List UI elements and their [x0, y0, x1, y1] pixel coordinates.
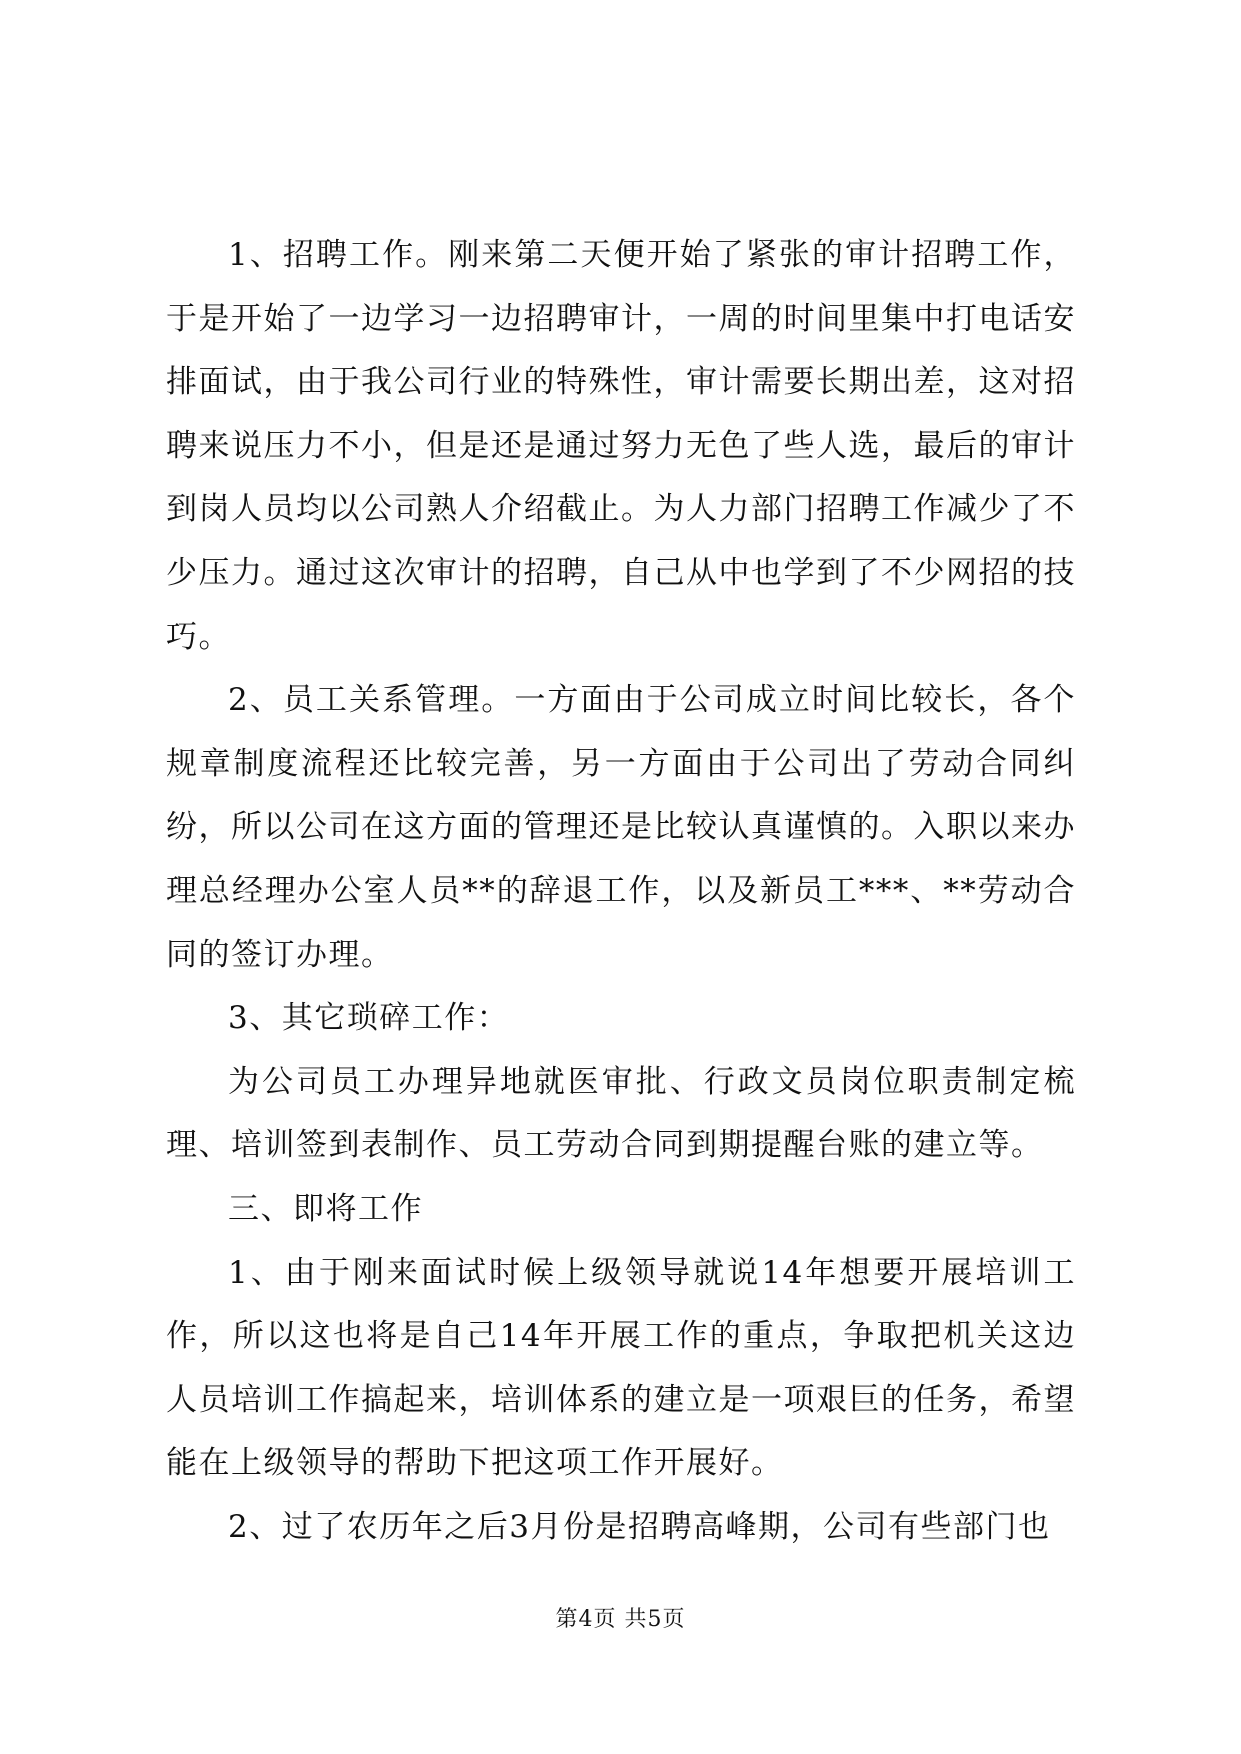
section-heading-upcoming-work: 三、即将工作 — [228, 1190, 423, 1227]
document-body — [166, 224, 1076, 1559]
paragraph-employee-relations: 2、员工关系管理。一方面由于公司成立时间比较长，各个规章制度流程还比较完善，另一方面由于公司出了劳动合同纠纷，所以公司在这方面的管理还是比较认真谨慎的。入职以来办理总经理办公室人员**的辞退工作，以及新员工***、**劳动合同的签订办理。 — [166, 682, 1076, 973]
paragraph-other-work-heading: 3、其它琐碎工作： — [228, 1000, 510, 1037]
paragraph-other-work-detail: 为公司员工办理异地就医审批、行政文员岗位职责制定梳理、培训签到表制作、员工劳动合同到期提醒台账的建立等。 — [166, 1063, 1076, 1164]
paragraph-recruitment: 1、招聘工作。刚来第二天便开始了紧张的审计招聘工作，于是开始了一边学习一边招聘审计，一周的时间里集中打电话安排面试，由于我公司行业的特殊性，审计需要长期出差，这对招聘来说压力不小，但是还是通过努力无色了些人选，最后的审计到岗人员均以公司熟人介绍截止。为人力部门招聘工作减少了不少压力。通过这次审计的招聘，自己从中也学到了不少网招的技巧。 — [166, 237, 1076, 655]
paragraph-training-plan: 1、由于刚来面试时候上级领导就说14年想要开展培训工作，所以这也将是自己14年开展工作的重点，争取把机关这边人员培训工作搞起来，培训体系的建立是一项艰巨的任务，希望能在上级领导的帮助下把这项工作开展好。 — [166, 1254, 1076, 1482]
paragraph-recruitment-peak: 2、过了农历年之后3月份是招聘高峰期，公司有些部门也 — [228, 1508, 1051, 1545]
page-number-footer: 第4页 共5页 — [555, 1607, 686, 1632]
